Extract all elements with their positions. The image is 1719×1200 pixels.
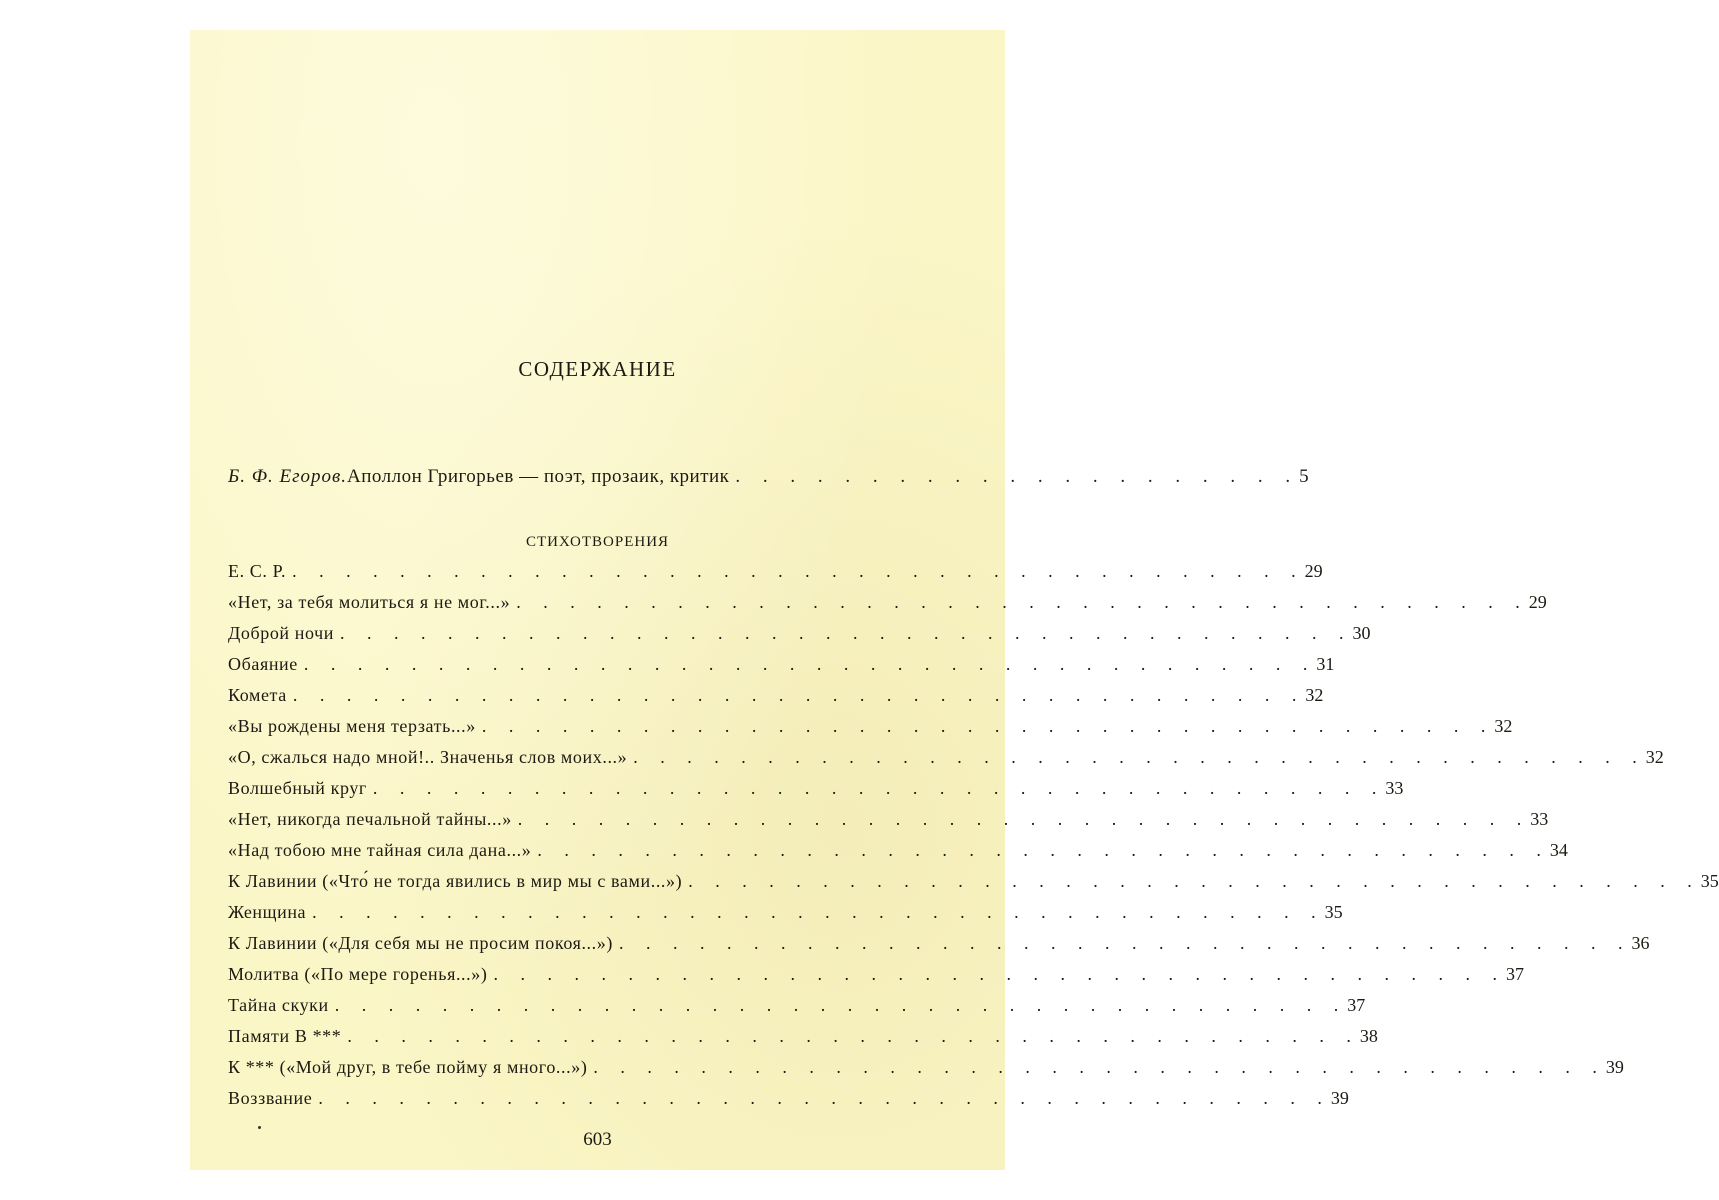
contents-entry: [228, 928, 1650, 959]
entry-page-number: 35: [1324, 902, 1343, 922]
dot-leader: . . . . . . . . . . . . . . . . . . . . . . . . . . . . . . . . . . . . . .: [517, 809, 1531, 829]
entry-title: Молитва («По мере горенья...»): [228, 964, 488, 984]
entry-title: Обаяние: [228, 654, 298, 674]
entry-page-number: 30: [1352, 623, 1371, 643]
entry-title: «О, сжалься надо мной!.. Значенья слов моих...»: [228, 747, 628, 767]
entry-title: Е. С. Р.: [228, 561, 287, 581]
contents-entry: [228, 742, 1664, 773]
entry-title: К Лавинии («Для себя мы не просим покоя...»): [228, 933, 613, 953]
dot-leader: . . . . . . . . . . . . . . . . . . . . . . . . . . . . . . . . . . . . . .: [340, 623, 1353, 643]
entry-page-number: 32: [1645, 747, 1664, 767]
contents-entry: [228, 618, 1371, 649]
entry-page-number: 33: [1385, 778, 1404, 798]
contents-list: [228, 556, 1719, 1114]
dot-leader: . . . . . . . . . . . . . . . . . . . . . . . . . . . . . . . . . . . . . .: [688, 871, 1701, 891]
entry-page-number: 38: [1359, 1026, 1378, 1046]
contents-entry: [228, 1052, 1624, 1083]
entry-title: Волшебный круг: [228, 778, 367, 798]
contents-entry: [228, 680, 1324, 711]
dot-leader: . . . . . . . . . . . . . . . . . . . . . . . . . . . . . . . . . . . . . .: [493, 964, 1506, 984]
intro-entry: [228, 466, 1309, 496]
entry-page-number: 35: [1700, 871, 1719, 891]
dot-leader: . . . . . . . . . . . . . . . . . . . . . . . . . . . . . . . . . . . . . .: [372, 778, 1386, 798]
contents-entry: [228, 1083, 1349, 1114]
dot-leader: . . . . . . . . . . . . . . . . . . . . . . . . . . . . . . . . . . . . . .: [516, 592, 1529, 612]
intro-author: Б. Ф. Егоров.: [228, 466, 348, 487]
dot-leader: . . . . . . . . . . . . . . . . . . . . .: [735, 466, 1300, 487]
entry-page-number: 36: [1631, 933, 1650, 953]
entry-title: К *** («Мой друг, в тебе пойму я много...»): [228, 1057, 588, 1077]
dot-leader: . . . . . . . . . . . . . . . . . . . . . . . . . . . . . . . . . . . . . .: [318, 1088, 1331, 1108]
dot-leader: . . . . . . . . . . . . . . . . . . . . . . . . . . . . . . . . . . . . . .: [618, 933, 1632, 953]
dot-leader: . . . . . . . . . . . . . . . . . . . . . . . . . . . . . . . . . . . . . .: [593, 1057, 1606, 1077]
contents-entry: [228, 804, 1549, 835]
entry-page-number: 39: [1605, 1057, 1624, 1077]
contents-entry: [228, 649, 1335, 680]
contents-entry: [228, 990, 1366, 1021]
entry-page-number: 34: [1549, 840, 1568, 860]
entry-title: «Вы рождены меня терзать...»: [228, 716, 476, 736]
entry-title: Женщина: [228, 902, 307, 922]
entry-title: Комета: [228, 685, 287, 705]
dot-leader: . . . . . . . . . . . . . . . . . . . . . . . . . . . . . . . . . . . . . .: [347, 1026, 1360, 1046]
dot-leader: . . . . . . . . . . . . . . . . . . . . . . . . . . . . . . . . . . . . . .: [292, 685, 1306, 705]
dot-leader: . . . . . . . . . . . . . . . . . . . . . . . . . . . . . . . . . . . . . .: [537, 840, 1550, 860]
contents-entry: [228, 711, 1513, 742]
entry-title: Воззвание: [228, 1088, 313, 1108]
contents-entry: [228, 1021, 1378, 1052]
contents-entry: [228, 556, 1323, 587]
entry-title: Доброй ночи: [228, 623, 335, 643]
contents-entry: [228, 587, 1547, 618]
dot-leader: . . . . . . . . . . . . . . . . . . . . . . . . . . . . . . . . . . . . . .: [292, 561, 1305, 581]
contents-entry: [228, 897, 1343, 928]
entry-title: «Над тобою мне тайная сила дана...»: [228, 840, 532, 860]
entry-title: «Нет, никогда печальной тайны...»: [228, 809, 512, 829]
dot-leader: . . . . . . . . . . . . . . . . . . . . . . . . . . . . . . . . . . . . . .: [633, 747, 1646, 767]
book-page: [190, 30, 1719, 1170]
paper-speck: [258, 1126, 261, 1129]
contents-entry: [228, 835, 1568, 866]
section-title: СТИХОТВОРЕНИЯ: [525, 534, 670, 550]
contents-heading: СОДЕРЖАНИЕ: [518, 357, 677, 381]
entry-page-number: 29: [1528, 592, 1547, 612]
entry-title: К Лавинии («Что́ не тогда явились в мир мы с вами...»): [228, 871, 683, 891]
intro-page-number: 5: [1299, 466, 1309, 487]
dot-leader: . . . . . . . . . . . . . . . . . . . . . . . . . . . . . . . . . . . . . .: [312, 902, 1325, 922]
entry-title: Памяти В ***: [228, 1026, 342, 1046]
entry-page-number: 29: [1304, 561, 1323, 581]
dot-leader: . . . . . . . . . . . . . . . . . . . . . . . . . . . . . . . . . . . . . .: [303, 654, 1317, 674]
entry-page-number: 32: [1494, 716, 1513, 736]
entry-page-number: 32: [1305, 685, 1324, 705]
page-folio: 603: [583, 1129, 612, 1150]
entry-page-number: 39: [1330, 1088, 1349, 1108]
dot-leader: . . . . . . . . . . . . . . . . . . . . . . . . . . . . . . . . . . . . . .: [334, 995, 1348, 1015]
entry-page-number: 33: [1530, 809, 1549, 829]
entry-page-number: 37: [1505, 964, 1524, 984]
intro-title: Аполлон Григорьев — поэт, прозаик, критик: [347, 466, 730, 487]
contents-entry: [228, 959, 1524, 990]
contents-entry: [228, 773, 1404, 804]
entry-page-number: 37: [1347, 995, 1366, 1015]
dot-leader: . . . . . . . . . . . . . . . . . . . . . . . . . . . . . . . . . . . . . .: [481, 716, 1495, 736]
entry-title: «Нет, за тебя молиться я не мог...»: [228, 592, 511, 612]
entry-page-number: 31: [1316, 654, 1335, 674]
contents-entry: [228, 866, 1719, 897]
entry-title: Тайна скуки: [228, 995, 329, 1015]
